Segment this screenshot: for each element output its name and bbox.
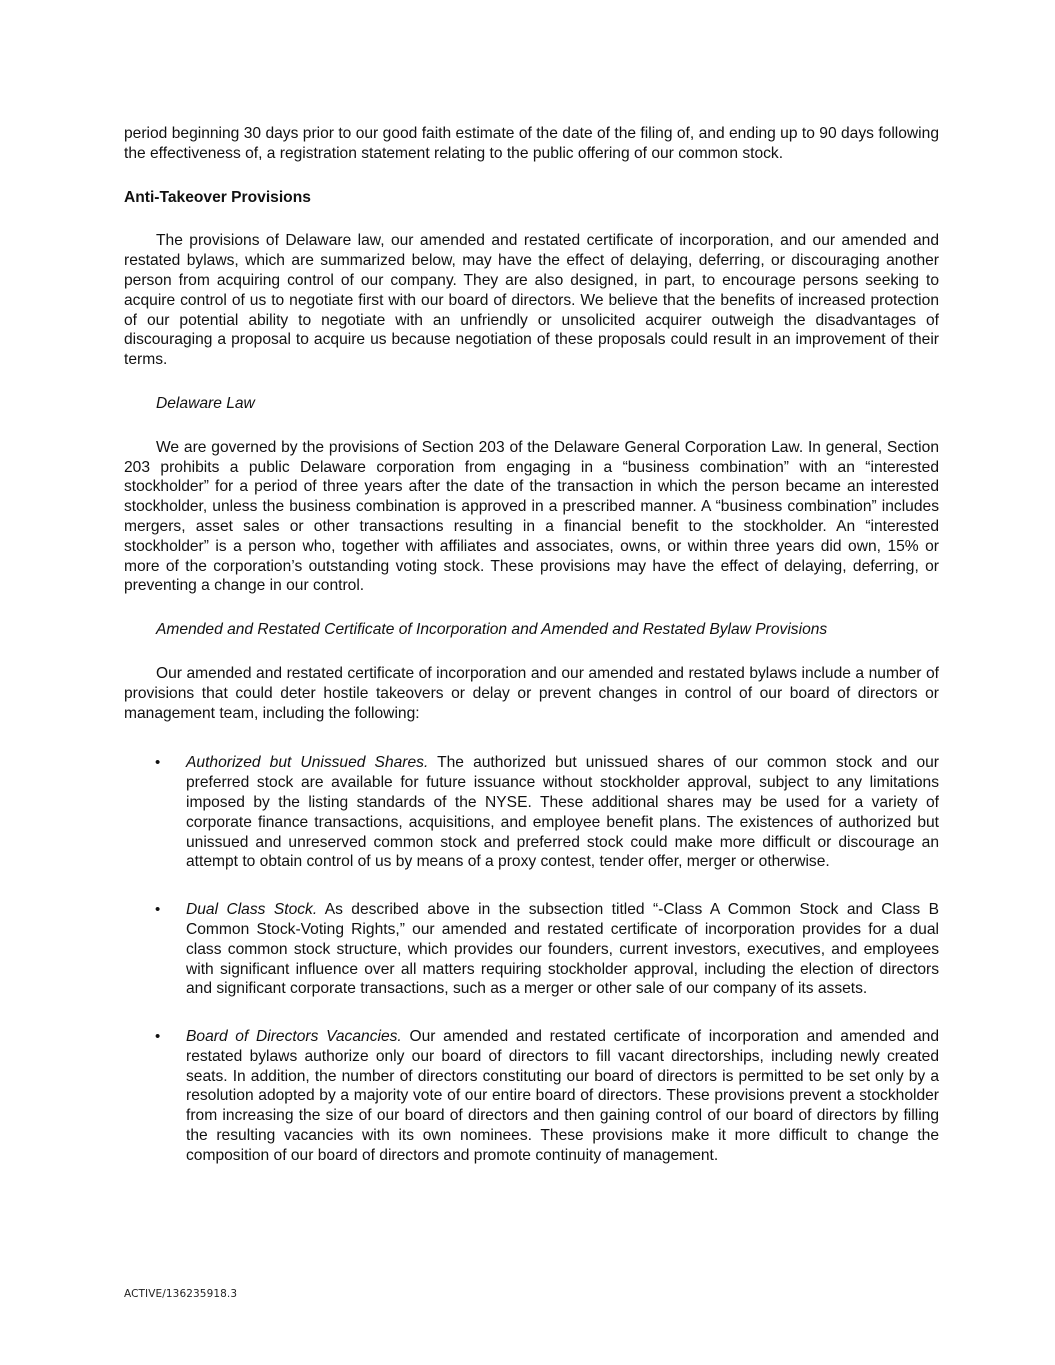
bullet-term: Dual Class Stock. <box>186 901 318 919</box>
charter-bylaw-paragraph: Our amended and restated certificate of incorporation and our amended and restated bylaws include a number of provisions that could deter hostile takeovers or delay or prevent changes in control of our board of directors or management team, including the following: <box>124 664 939 722</box>
bullet-icon: • <box>155 1028 161 1046</box>
list-item <box>124 753 939 872</box>
bullet-term: Authorized but Unissued Shares. <box>186 754 429 772</box>
intro-paragraph: period beginning 30 days prior to our good faith estimate of the date of the filing of, and ending up to 90 days following the effectiveness of, a registration statement relating to the public offering of our common stock. <box>124 125 939 162</box>
document-page <box>124 124 939 1194</box>
bullet-text: Our amended and restated certificate of incorporation and amended and restated bylaws authorize only our board of directors to fill vacant directorships, including newly created seats. In addition, the number of directors constituting our board of directors is permitted to be set only by a resolution adopted by a majority vote of our entire board of directors. These provisions prevent a stockholder from increasing the size of our board of directors and then gaining control of our board of directors by filling the resulting vacancies with its own nominees. These provisions make it more difficult to change the composition of our board of directors and promote continuity of management. <box>186 1028 940 1164</box>
bullet-text: As described above in the subsection titled “-Class A Common Stock and Class B Common Stock-Voting Rights,” our amended and restated certificate of incorporation provides for a dual class common stock structure, which provides our founders, current investors, executives, and employees with significant influence over all matters requiring stockholder approval, including the election of directors and significant corporate transactions, such as a merger or other sale of our company of its assets. <box>186 901 940 998</box>
bullet-term: Board of Directors Vacancies. <box>186 1028 402 1046</box>
document-footer-id: ACTIVE/136235918.3 <box>124 1288 238 1300</box>
delaware-law-paragraph: We are governed by the provisions of Section 203 of the Delaware General Corporation Law. In general, Section 203 prohibits a public Delaware corporation from engaging in a “business combination” with an “interested stockholder” for a period of three years after the date of the transaction in which the person became an interested stockholder, unless the business combination is approved in a prescribed manner. A “business combination” includes mergers, asset sales or other transactions resulting in a financial benefit to the stockholder. An “interested stockholder” is a person who, together with affiliates and associates, owns, or within three years did own, 15% or more of the corporation’s outstanding voting stock. These provisions may have the effect of delaying, deferring, or preventing a change in our control. <box>124 438 939 595</box>
bullet-icon: • <box>155 754 161 772</box>
list-item <box>124 1027 939 1166</box>
provisions-list <box>124 753 939 1165</box>
anti-takeover-paragraph: The provisions of Delaware law, our amended and restated certificate of incorporation, and our amended and restated bylaws, which are summarized below, may have the effect of delaying, deferring, or discouraging another person from acquiring control of our company. They are also designed, in part, to encourage persons seeking to acquire control of us to negotiate first with our board of directors. We believe that the benefits of increased protection of our potential ability to negotiate with an unfriendly or unsolicited acquirer outweigh the disadvantages of discouraging a proposal to acquire us because negotiation of these proposals could result in an improvement of their terms. <box>124 232 939 369</box>
bullet-icon: • <box>155 901 161 919</box>
section-heading: Anti-Takeover Provisions <box>124 188 311 206</box>
bullet-text: The authorized but unissued shares of our common stock and our preferred stock are available for future issuance without stockholder approval, subject to any limitations imposed by the listing standards of the NYSE. These additional shares may be used for a variety of corporate finance transactions, acquisitions, and employee benefit plans. The existences of authorized but unissued and unreserved common stock and preferred stock could make more difficult or discourage an attempt to obtain control of us by means of a proxy contest, tender offer, merger or otherwise. <box>186 754 939 871</box>
list-item <box>124 900 939 999</box>
delaware-law-heading: Delaware Law <box>156 394 255 412</box>
charter-bylaw-heading: Amended and Restated Certificate of Incorporation and Amended and Restated Bylaw Provisions <box>156 621 828 639</box>
